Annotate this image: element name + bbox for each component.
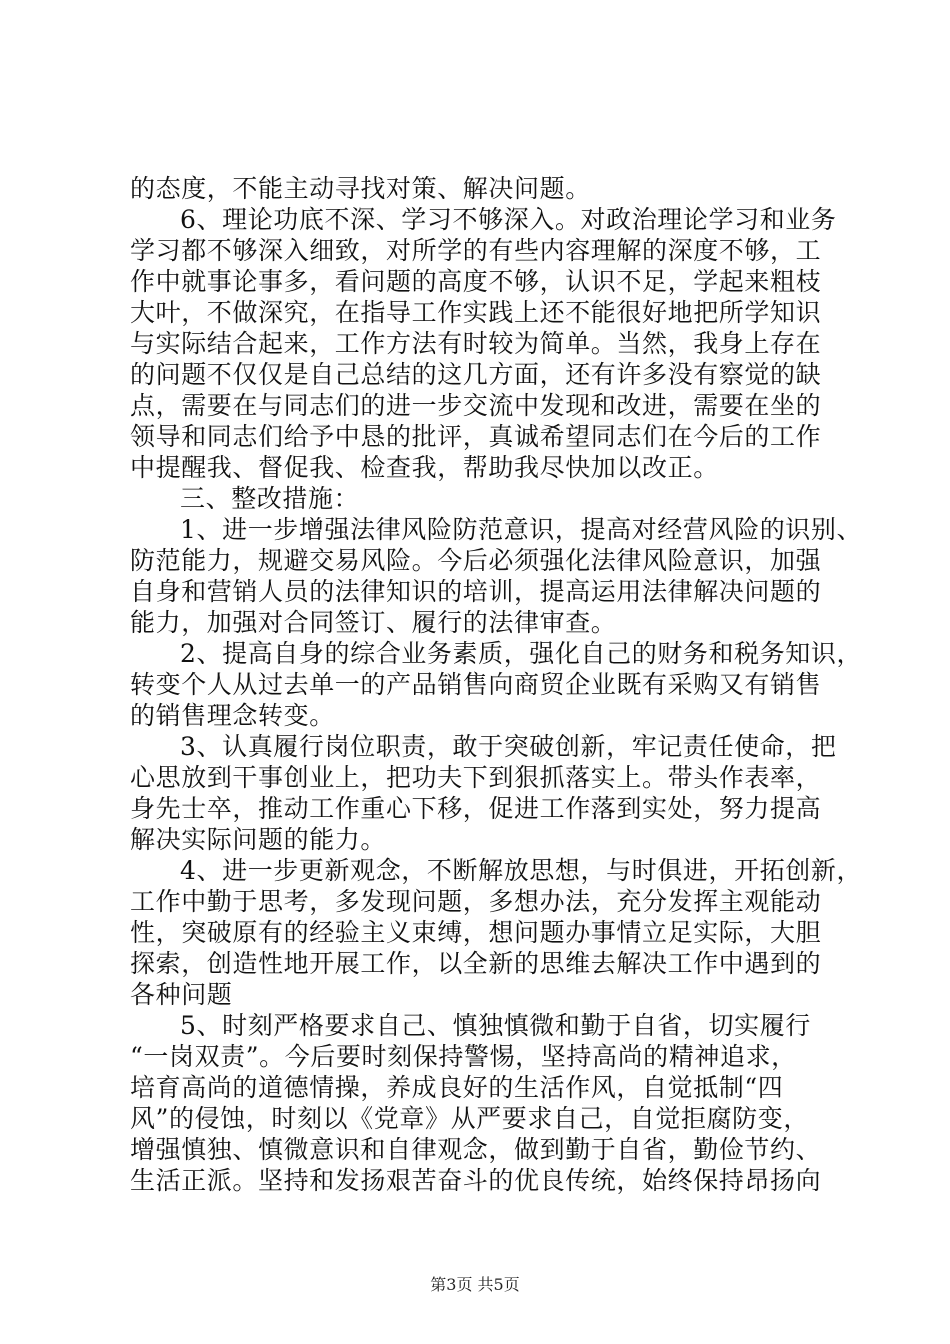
text-line: 1、进一步增强法律风险防范意识，提高对经营风险的识别、 <box>180 515 863 544</box>
text-line: 6、理论功底不深、学习不够深入。对政治理论学习和业务 <box>180 205 837 234</box>
text-line: 增强慎独、慎微意识和自律观念，做到勤于自省，勤俭节约、 <box>130 1135 822 1164</box>
text-line: 3、认真履行岗位职责，敢于突破创新，牢记责任使命，把 <box>180 732 837 761</box>
text-line: 5、时刻严格要求自己、慎独慎微和勤于自省，切实履行 <box>180 1011 811 1040</box>
text-line: 自身和营销人员的法律知识的培训，提高运用法律解决问题的 <box>130 577 822 606</box>
text-line: 转变个人从过去单一的产品销售向商贸企业既有采购又有销售 <box>130 670 822 699</box>
text-line: 领导和同志们给予中恳的批评，真诚希望同志们在今后的工作 <box>130 422 822 451</box>
text-line: 风”的侵蚀，时刻以《党章》从严要求自己，自觉拒腐防变， <box>130 1104 809 1133</box>
text-line: 点，需要在与同志们的进一步交流中发现和改进，需要在坐的 <box>130 391 822 420</box>
text-line: 2、提高自身的综合业务素质，强化自己的财务和税务知识， <box>180 639 863 668</box>
text-line: 各种问题 <box>130 980 233 1009</box>
text-line: 能力，加强对合同签订、履行的法律审查。 <box>130 608 617 637</box>
text-line: 解决实际问题的能力。 <box>130 825 387 854</box>
text-line: 心思放到干事创业上，把功夫下到狠抓落实上。带头作表率， <box>130 763 822 792</box>
text-line: 的问题不仅仅是自己总结的这几方面，还有许多没有察觉的缺 <box>130 360 822 389</box>
text-line: 生活正派。坚持和发扬艰苦奋斗的优良传统，始终保持昂扬向 <box>130 1166 822 1195</box>
text-line: 与实际结合起来，工作方法有时较为简单。当然，我身上存在 <box>130 329 822 358</box>
text-line: 培育高尚的道德情操，养成良好的生活作风，自觉抵制“四 <box>130 1073 784 1102</box>
section-heading: 三、整改措施： <box>180 484 360 513</box>
text-line: 作中就事论事多，看问题的高度不够，认识不足，学起来粗枝 <box>130 267 822 296</box>
text-line: 的态度，不能主动寻找对策、解决问题。 <box>130 174 591 203</box>
text-line: 学习都不够深入细致，对所学的有些内容理解的深度不够，工 <box>130 236 822 265</box>
text-line: “一岗双责”。今后要时刻保持警惕，坚持高尚的精神追求， <box>130 1042 797 1071</box>
text-line: 身先士卒，推动工作重心下移，促进工作落到实处，努力提高 <box>130 794 822 823</box>
text-line: 防范能力，规避交易风险。今后必须强化法律风险意识，加强 <box>130 546 822 575</box>
text-line: 中提醒我、督促我、检查我，帮助我尽快加以改正。 <box>130 453 719 482</box>
page-footer: 第3页 共5页 <box>430 1275 520 1294</box>
text-line: 4、进一步更新观念，不断解放思想，与时俱进，开拓创新， <box>180 856 863 885</box>
text-line: 探索，创造性地开展工作，以全新的思维去解决工作中遇到的 <box>130 949 822 978</box>
text-line: 工作中勤于思考，多发现问题，多想办法，充分发挥主观能动 <box>130 887 822 916</box>
text-line: 性，突破原有的经验主义束缚，想问题办事情立足实际，大胆 <box>130 918 822 947</box>
text-line: 大叶，不做深究，在指导工作实践上还不能很好地把所学知识 <box>130 298 822 327</box>
text-line: 的销售理念转变。 <box>130 701 335 730</box>
